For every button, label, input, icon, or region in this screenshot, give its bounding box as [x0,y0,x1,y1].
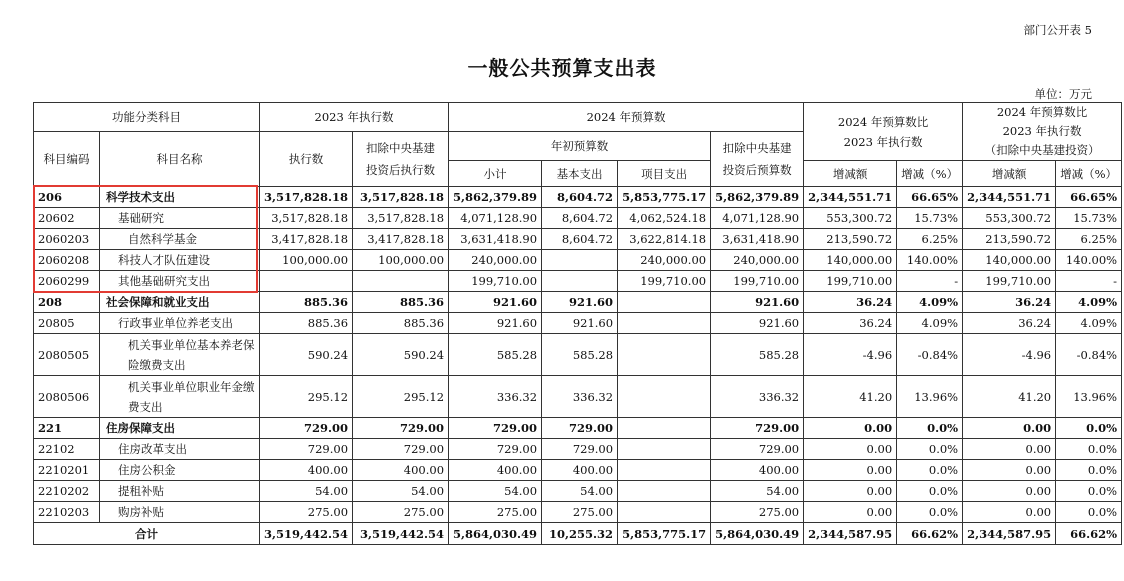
header-code: 科目编码 [34,132,100,187]
total-subtotal: 5,864,030.49 [449,523,542,545]
cell-subtotal: 921.60 [449,292,542,313]
cell-exec: 295.12 [260,376,353,418]
header-exec-2023: 2023 年执行数 [260,103,449,132]
table-row [34,271,1122,292]
cell-exec [260,271,353,292]
cell-exec-ex: 885.36 [353,313,449,334]
cell-diff-1: 0.00 [804,481,897,502]
row-code: 2210202 [34,481,100,502]
cell-pct-2: 66.65% [1056,187,1122,208]
header-project: 项目支出 [618,161,711,187]
total-pct-1: 66.62% [897,523,963,545]
total-diff-1: 2,344,587.95 [804,523,897,545]
cell-diff-2: 0.00 [963,418,1056,439]
cell-subtotal: 275.00 [449,502,542,523]
table-row [34,313,1122,334]
cell-subtotal: 3,631,418.90 [449,229,542,250]
cell-budget-ex: 3,631,418.90 [711,229,804,250]
cell-diff-1: 553,300.72 [804,208,897,229]
header-compare-2023: 2024 年预算数比 2023 年执行数 [804,103,963,161]
header-pct-2: 增减（%） [1056,161,1122,187]
cell-budget-ex: 54.00 [711,481,804,502]
cell-diff-2: 0.00 [963,439,1056,460]
cell-pct-2: 0.0% [1056,439,1122,460]
row-name: 机关事业单位职业年金缴费支出 [100,376,260,418]
cell-exec: 3,517,828.18 [260,208,353,229]
cell-pct-2: - [1056,271,1122,292]
cell-subtotal: 199,710.00 [449,271,542,292]
cell-pct-1: 140.00% [897,250,963,271]
row-code: 2060299 [34,271,100,292]
cell-pct-1: 13.96% [897,376,963,418]
cell-basic: 8,604.72 [542,187,618,208]
cell-pct-1: 66.65% [897,187,963,208]
cell-subtotal: 5,862,379.89 [449,187,542,208]
row-code: 20602 [34,208,100,229]
header-initial-budget: 年初预算数 [449,132,711,161]
header-compare-2023-excluding: 2024 年预算数比 2023 年执行数 （扣除中央基建投资） [963,103,1122,161]
cell-basic: 921.60 [542,313,618,334]
cell-pct-2: 15.73% [1056,208,1122,229]
cell-diff-2: 199,710.00 [963,271,1056,292]
row-name: 行政事业单位养老支出 [100,313,260,334]
cell-pct-1: 0.0% [897,460,963,481]
row-code: 2210201 [34,460,100,481]
cell-basic: 921.60 [542,292,618,313]
cell-pct-1: 15.73% [897,208,963,229]
cell-exec-ex: 885.36 [353,292,449,313]
cell-pct-2: 0.0% [1056,460,1122,481]
cell-diff-1: 41.20 [804,376,897,418]
cell-project: 4,062,524.18 [618,208,711,229]
cell-project [618,292,711,313]
header-exec-excluding: 扣除中央基建 投资后执行数 [353,132,449,187]
cell-subtotal: 336.32 [449,376,542,418]
cell-project [618,439,711,460]
cell-diff-1: 0.00 [804,418,897,439]
cell-budget-ex: 400.00 [711,460,804,481]
cell-exec: 100,000.00 [260,250,353,271]
table-row [34,334,1122,376]
cell-basic: 8,604.72 [542,229,618,250]
cell-exec: 729.00 [260,439,353,460]
cell-diff-2: 2,344,551.71 [963,187,1056,208]
cell-budget-ex: 240,000.00 [711,250,804,271]
cell-diff-1: 36.24 [804,313,897,334]
cell-pct-1: 6.25% [897,229,963,250]
header-budget-2024: 2024 年预算数 [449,103,804,132]
cell-exec-ex: 295.12 [353,376,449,418]
cell-diff-1: 213,590.72 [804,229,897,250]
table-row [34,439,1122,460]
header-pct-1: 增减（%） [897,161,963,187]
header-exec: 执行数 [260,132,353,187]
cell-basic: 54.00 [542,481,618,502]
row-code: 2060208 [34,250,100,271]
row-code: 2080505 [34,334,100,376]
cell-diff-2: 0.00 [963,460,1056,481]
cell-exec-ex: 729.00 [353,418,449,439]
cell-diff-2: -4.96 [963,334,1056,376]
cell-project: 199,710.00 [618,271,711,292]
cell-budget-ex: 729.00 [711,439,804,460]
header-name: 科目名称 [100,132,260,187]
cell-basic: 8,604.72 [542,208,618,229]
row-name: 住房改革支出 [100,439,260,460]
cell-budget-ex: 729.00 [711,418,804,439]
table-row [34,460,1122,481]
cell-pct-2: 0.0% [1056,481,1122,502]
table-row [34,481,1122,502]
table-row [34,187,1122,208]
budget-expenditure-table [33,102,1122,545]
cell-exec: 400.00 [260,460,353,481]
cell-diff-2: 0.00 [963,502,1056,523]
table-row [34,376,1122,418]
row-name: 科学技术支出 [100,187,260,208]
cell-subtotal: 729.00 [449,418,542,439]
cell-exec: 3,417,828.18 [260,229,353,250]
row-code: 2080506 [34,376,100,418]
cell-exec-ex: 729.00 [353,439,449,460]
cell-pct-1: 0.0% [897,502,963,523]
cell-pct-2: 0.0% [1056,502,1122,523]
cell-pct-1: 0.0% [897,418,963,439]
cell-exec: 275.00 [260,502,353,523]
cell-subtotal: 400.00 [449,460,542,481]
row-name: 购房补贴 [100,502,260,523]
cell-basic: 400.00 [542,460,618,481]
cell-pct-1: - [897,271,963,292]
row-code: 208 [34,292,100,313]
cell-basic: 336.32 [542,376,618,418]
page-title: 一般公共预算支出表 [467,56,657,80]
cell-budget-ex: 5,862,379.89 [711,187,804,208]
cell-project [618,313,711,334]
total-diff-2: 2,344,587.95 [963,523,1056,545]
cell-budget-ex: 585.28 [711,334,804,376]
cell-subtotal: 921.60 [449,313,542,334]
cell-basic [542,250,618,271]
cell-pct-2: 4.09% [1056,292,1122,313]
cell-diff-2: 140,000.00 [963,250,1056,271]
header-subtotal: 小计 [449,161,542,187]
cell-project: 5,853,775.17 [618,187,711,208]
header-basic: 基本支出 [542,161,618,187]
row-name: 住房保障支出 [100,418,260,439]
header-func-class: 功能分类科目 [34,103,260,132]
total-basic: 10,255.32 [542,523,618,545]
row-name: 自然科学基金 [100,229,260,250]
row-code: 2210203 [34,502,100,523]
row-code: 20805 [34,313,100,334]
cell-basic [542,271,618,292]
total-exec: 3,519,442.54 [260,523,353,545]
cell-exec: 590.24 [260,334,353,376]
cell-budget-ex: 921.60 [711,292,804,313]
cell-budget-ex: 199,710.00 [711,271,804,292]
table-number-label: 部门公开表 5 [1023,23,1092,37]
cell-exec-ex: 3,517,828.18 [353,187,449,208]
cell-exec-ex: 3,517,828.18 [353,208,449,229]
total-label: 合计 [34,523,260,545]
cell-exec-ex: 400.00 [353,460,449,481]
cell-exec-ex [353,271,449,292]
cell-subtotal: 54.00 [449,481,542,502]
cell-subtotal: 585.28 [449,334,542,376]
cell-pct-2: 13.96% [1056,376,1122,418]
cell-basic: 729.00 [542,418,618,439]
cell-pct-1: -0.84% [897,334,963,376]
header-diff-2: 增减额 [963,161,1056,187]
cell-exec: 54.00 [260,481,353,502]
cell-pct-2: -0.84% [1056,334,1122,376]
cell-exec: 729.00 [260,418,353,439]
cell-exec: 885.36 [260,313,353,334]
table-row [34,418,1122,439]
row-name: 科技人才队伍建设 [100,250,260,271]
cell-exec-ex: 275.00 [353,502,449,523]
table-row [34,292,1122,313]
row-name: 基础研究 [100,208,260,229]
cell-pct-2: 4.09% [1056,313,1122,334]
cell-diff-1: 36.24 [804,292,897,313]
row-name: 机关事业单位基本养老保险缴费支出 [100,334,260,376]
row-code: 22102 [34,439,100,460]
row-name: 社会保障和就业支出 [100,292,260,313]
header-diff-1: 增减额 [804,161,897,187]
cell-project [618,460,711,481]
cell-diff-1: 199,710.00 [804,271,897,292]
cell-diff-1: 0.00 [804,502,897,523]
cell-budget-ex: 4,071,128.90 [711,208,804,229]
cell-pct-2: 6.25% [1056,229,1122,250]
cell-pct-1: 0.0% [897,439,963,460]
cell-pct-1: 4.09% [897,313,963,334]
cell-diff-2: 553,300.72 [963,208,1056,229]
cell-project [618,502,711,523]
cell-basic: 729.00 [542,439,618,460]
row-code: 221 [34,418,100,439]
cell-project [618,376,711,418]
cell-exec-ex: 3,417,828.18 [353,229,449,250]
table-row [34,250,1122,271]
total-budget-ex: 5,864,030.49 [711,523,804,545]
cell-exec: 3,517,828.18 [260,187,353,208]
total-row [34,523,1122,545]
cell-diff-1: -4.96 [804,334,897,376]
row-name: 提租补贴 [100,481,260,502]
cell-pct-1: 4.09% [897,292,963,313]
cell-diff-1: 140,000.00 [804,250,897,271]
total-pct-2: 66.62% [1056,523,1122,545]
cell-project: 240,000.00 [618,250,711,271]
cell-diff-2: 213,590.72 [963,229,1056,250]
cell-project: 3,622,814.18 [618,229,711,250]
cell-subtotal: 4,071,128.90 [449,208,542,229]
cell-project [618,418,711,439]
header-budget-excluding: 扣除中央基建 投资后预算数 [711,132,804,187]
cell-subtotal: 729.00 [449,439,542,460]
cell-budget-ex: 921.60 [711,313,804,334]
cell-project [618,481,711,502]
cell-exec: 885.36 [260,292,353,313]
cell-exec-ex: 590.24 [353,334,449,376]
cell-pct-1: 0.0% [897,481,963,502]
cell-exec-ex: 54.00 [353,481,449,502]
cell-diff-2: 0.00 [963,481,1056,502]
cell-exec-ex: 100,000.00 [353,250,449,271]
cell-diff-1: 0.00 [804,439,897,460]
cell-basic: 585.28 [542,334,618,376]
total-project: 5,853,775.17 [618,523,711,545]
row-code: 2060203 [34,229,100,250]
cell-budget-ex: 336.32 [711,376,804,418]
cell-project [618,334,711,376]
row-name: 其他基础研究支出 [100,271,260,292]
row-name: 住房公积金 [100,460,260,481]
cell-subtotal: 240,000.00 [449,250,542,271]
cell-pct-2: 140.00% [1056,250,1122,271]
cell-diff-2: 41.20 [963,376,1056,418]
table-row [34,208,1122,229]
cell-basic: 275.00 [542,502,618,523]
total-exec-ex: 3,519,442.54 [353,523,449,545]
cell-diff-2: 36.24 [963,313,1056,334]
cell-pct-2: 0.0% [1056,418,1122,439]
row-code: 206 [34,187,100,208]
cell-diff-1: 0.00 [804,460,897,481]
cell-diff-2: 36.24 [963,292,1056,313]
cell-diff-1: 2,344,551.71 [804,187,897,208]
table-row [34,229,1122,250]
cell-budget-ex: 275.00 [711,502,804,523]
unit-label: 单位：万元 [1034,87,1092,101]
table-row [34,502,1122,523]
